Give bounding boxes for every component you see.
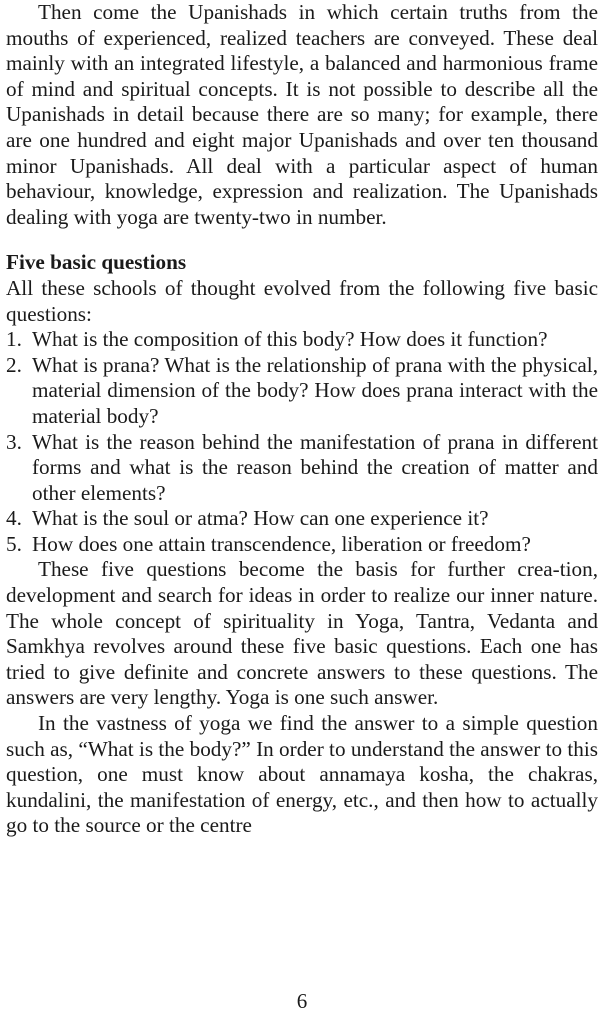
list-item-text: What is the reason behind the manifestation of prana in different forms and what is the reason behind the creation of matter and other elements? [32,429,598,505]
questions-list [6,327,598,557]
list-number: 4. [6,506,22,531]
list-item [6,327,598,353]
list-item-text: What is the soul or atma? How can one experience it? [32,506,489,531]
list-number: 5. [6,531,22,556]
intro-paragraph: Then come the Upanishads in which certain truths from the mouths of experienced, realized teachers are conveyed. These deal mainly with an integrated lifestyle, a balanced and harmonious frame of mind and spiritual concepts. It is not possible to describe all the Upanishads in detail because there are so many; for example, there are one hundred and eight major Upanishads and over ten thousand minor Upanishads. All deal with a particular aspect of human behaviour, knowledge, expression and realization. The Upanishads dealing with yoga are twenty-two in number. [6,0,598,229]
list-item [6,430,598,507]
list-item [6,506,598,532]
body-paragraph: In the vastness of yoga we find the answer to a simple question such as, “What is the body?” In order to understand the answer to this question, one must know about annamaya kosha, the chakras, kundalini, the manifestation of energy, etc., and then how to actually go to the source or the centre [6,711,598,838]
section-heading: Five basic questions [6,250,187,275]
body-text [6,0,598,839]
book-page [6,0,598,1032]
section-lead: All these schools of thought evolved from the following five basic questions: [6,275,598,326]
list-item [6,353,598,430]
list-item-text: What is the composition of this body? How does it function? [32,327,548,352]
list-item-text: How does one attain transcendence, liberation or freedom? [32,531,531,556]
list-item [6,532,598,558]
list-item-text: What is prana? What is the relationship of prana with the physical, material dimension of the body? How does prana interact with the material body? [32,352,598,428]
page-number: 6 [296,989,308,1013]
body-paragraph: These five questions become the basis for further crea-tion, development and search for ideas in order to realize our inner nature. The whole concept of spirituality in Yoga, Tantra, Vedanta and Samkhya revolves around these five basic questions. Each one has tried to give definite and concrete answers to these questions. The answers are very lengthy. Yoga is one such answer. [6,557,598,710]
list-number: 3. [6,429,22,454]
list-number: 2. [6,352,22,377]
list-number: 1. [6,327,22,352]
